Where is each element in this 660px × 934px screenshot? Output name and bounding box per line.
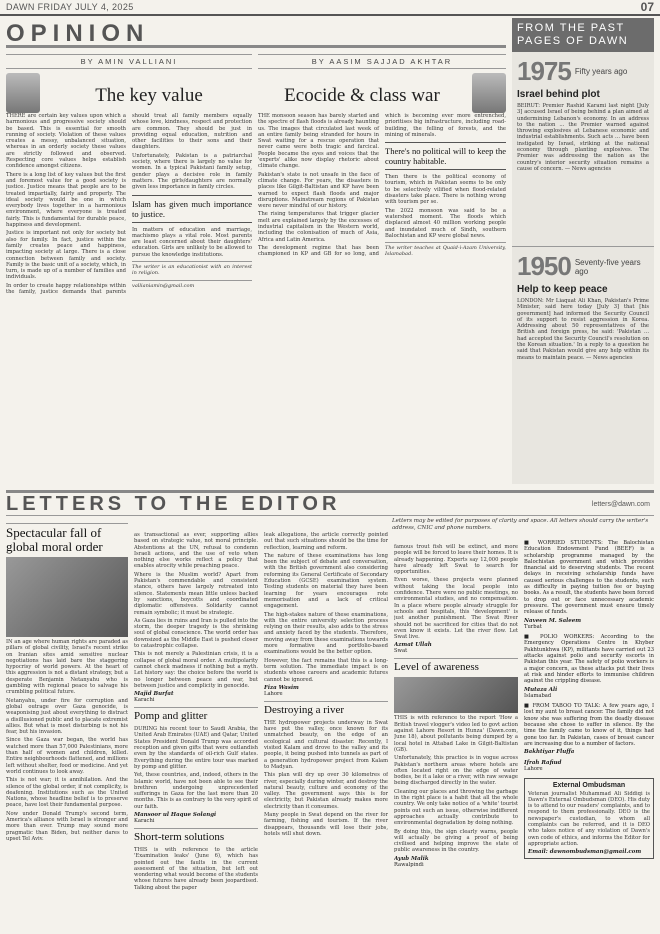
paragraph: famous trout fish will be extinct, and more people will be forced to leave their homes. It is already happening. Experts say 12,000 people have already left Swat to search for opportunities. [394, 544, 518, 576]
author-email: vallianiamin@gmail.com [132, 280, 252, 289]
masthead [0, 0, 660, 16]
letter-headline: Spectacular fall of global moral order [6, 523, 128, 554]
letter-author: Fiza Wasim [264, 684, 299, 691]
paragraph: leak allegations, the article correctly pointed out that such situations should be the time for reflection, learning and reform. [264, 532, 388, 551]
letters-column-1 [6, 520, 128, 928]
sidebar-body: LONDON: Mr Liaquat Ali Khan, Pakistan's Prime Minister, said here today [July 3] that [his government] had informed the Security Council of its support to resist aggression in Korea. Addressing about 50 representatives of the British and foreign press, he said: 'Pakistan ... had accepted the Security Council's resolution on the Korean situation.' In a reply to a question he said that Pakistan would give any help within its means to maintain peace. — News agencies [517, 298, 649, 361]
letter-body [6, 639, 128, 842]
ombudsman-box [524, 778, 654, 860]
paragraph: This is not war; it is annihilation. And the silence of the global order, if not complicity, is deafening. Institutions such as the United Nations, whose headline belief is to preserve peace, have lost their fundamental purpose. [6, 777, 128, 809]
letters-email: letters@dawn.com [591, 500, 650, 508]
paragraph: There is a long list of key values but the first and foremost value for a good society is justice. Justice means that people are to be treated impartially, fairly and properly. The ideal society would be one in which everybody lives together in a harmonious environment, where everyone is treated fairly. This is fundamental for durable peace, happiness and development. [6, 171, 126, 229]
ombudsman-email: Email: dawnombudsman@gmail.com [528, 849, 642, 856]
article-body [258, 113, 506, 484]
paragraph: Netanyahu, under fire for corruption and global outrage over Gaza genocide, is weaponising just about everything to distract a disillusioned public and to placate extremist allies. But what is most disturbing is not his fear, but his invasion. [6, 697, 128, 736]
letter-place: Rawalpindi [394, 861, 424, 868]
letter-author: Bakhtiyar Fluffa [524, 749, 575, 756]
paragraph: The high-stakes nature of these examinations, with the entire university selection process relying on their results, also adds to the stress and anxiety faced by the students. Therefore, moving away from these examinations towards more formative and portfolio-based examinations would be the better option. [264, 611, 388, 656]
pull-quote: Islam has given much importance to justice. [132, 195, 252, 223]
paragraph: DURING his recent tour to Saudi Arabia, the United Arab Emirates (UAE) and Qatar, United States President Donald Trump was accorded reception and given gifts that were outlandish even by the standards of oil-rich Gulf states. Everything during the entire tour was marked by pomp and glitter. [134, 726, 258, 770]
paragraph: In order to create happy relationships within the family, justice demands that parents should treat all family members equally whose love, kindness, respect and protection are common. They should be just in providing equal education, nutrition and other facilities to their sons and their daughters. [6, 113, 252, 296]
letter-photo [6, 557, 128, 637]
year-label: 1975 [517, 56, 571, 86]
letter-place: Karachi [134, 817, 155, 824]
letter-body [134, 847, 258, 891]
letter-author: Ifrah Rafiud [524, 759, 562, 766]
years-ago-label: Seventy-five years ago [574, 257, 641, 276]
letter-place: Karachi [134, 697, 155, 704]
article-headline: The key value [95, 85, 203, 106]
byline: BY AASIM SAJJAD AKHTAR [258, 54, 506, 69]
letters-note: Letters may be edited for purposes of clarity and space. All letters should carry the writer's address, CNIC and phone numbers. [392, 518, 649, 531]
dateline: DAWN FRIDAY JULY 4, 2025 [6, 2, 134, 12]
paragraph: THERE are certain key values upon which a harmonious and progressive society should be based. This is essential for smooth running of society. Violation of these values creates a messy, unbalanced situation, whereas in an orderly society these values are strictly followed and observed. Respecting core values helps establish confidence amongst citizens. [6, 113, 126, 170]
years-ago-label: Fifty years ago [574, 67, 628, 76]
author-photo [472, 73, 506, 113]
letter-headline: Short-term solutions [134, 828, 258, 844]
paragraph: The nature of these examinations has long been the subject of debate and conversation, with the British government also considering reforming its General Certificate of Secondary Education (GCSE) examination system. Testing students on material they have been learning for years encourages rote memorisation and a lack of critical engagement. [264, 552, 388, 610]
square-bullet-icon: ■ [524, 540, 538, 546]
paragraph: THIS is with reference to the article 'Examination leaks' (June 6), which has pointed out the faults in the current assessment of the situation, but left out wondering what would become of the students whose futures have already been jeopardised. Talking about the paper [134, 846, 258, 891]
letter-headline: Level of awareness [394, 658, 518, 674]
paragraph: Now under Donald Trump's second term, America's alliance with Israel is stronger and more than ever. Trump may sound more pragmatic than Biden, but neither dares to upset Tel Aviv. [6, 810, 128, 842]
letters-column-2 [134, 520, 258, 928]
article-key-value [6, 54, 252, 484]
paragraph: THE monsoon season has barely started and the spectre of flash floods is already haunting us. The images that circulated last week of an entire family being stranded for hours in Swat waiting for a rescue operation that never came were both tragic and farcical. People became the eyes and voices that the 'experts' alike now display rhetoric about climate change. [258, 113, 379, 170]
letter-place: Turbat [524, 623, 542, 630]
article-headline: Ecocide & class war [284, 85, 440, 106]
letter-place: Islamabad [524, 692, 552, 699]
letter-body [394, 544, 518, 640]
pull-quote: There's no political will to keep the country habitable. [385, 142, 506, 170]
paragraph: Even worse, these projects were planned without taking the local people into confidence. There were no public meetings, no environmental studies, and no compensation. In a place where people already struggle for schools and hospitals, this 'development' is just another punishment. The Swat River should not be sacrificed for cities that do not even know it exists. Let the river flow. Let Swat live. [394, 577, 518, 641]
letters-header [6, 490, 654, 516]
brief-letter: ■ POLIO WORKERS: According to the Emergency Operations Centre in Khyber Pakhtunkhwa (KP), militants have carried out 23 attacks against polio and security escorts in Pakistan this year. The safety of polio workers is a major concern, as these attacks put their lives at risk and hinder efforts to immunise children against the crippling disease. Mutaza Ali Islamabad [524, 634, 654, 699]
paragraph: Then there is the political economy of tourism, which in Pakistan seems to be only to be selectively vilified when flood-related disasters take place. There is nothing wrong with tourism per se. [385, 174, 506, 206]
letter-author: Majid Burfat [134, 691, 174, 698]
letter-author: Azmat Ullah [394, 642, 432, 649]
author-note: The writer teaches at Quaid-i-Azam University, Islamabad. [385, 242, 506, 258]
article-ecocide [258, 54, 506, 484]
ombudsman-text: Veteran journalist Muhammad Ali Siddiqi is Dawn's External Ombudsman (DEO). His duty is to attend to our readers' complaints, and to respond to them professionally. DEO is the newspaper's custodian, to whom all complaints can be referred, and it is DEO who takes notice of any violation of Dawn's own code of ethics, and informs the Editor for appropriate action. [528, 790, 650, 847]
paragraph: This plan will dry up over 30 kilometres of river, especially during winter, and destroy the natural beauty, culture and economy of the valley. The government says this is for electricity, but Pakistan already makes more electricity than it consumes. [264, 772, 388, 810]
page-number: 07 [640, 0, 654, 14]
letter-body [134, 726, 258, 810]
letter-photo [394, 677, 518, 713]
year-label: 1950 [517, 251, 571, 281]
paragraph: Unfortunately, this practice is in vogue across Pakistan's northern areas where hotels are often located right on the edge of water bodies, be it a lake or a river, with raw sewage being discharged directly in the water. [394, 755, 518, 787]
square-bullet-icon: ■ [524, 634, 541, 641]
paragraph: The 2022 monsoon was said to be a watershed moment. The floods which displaced almost 40 million working people and inundated much of Sindh, southern Balochistan and KP were global news. [385, 207, 506, 239]
paragraph: as transactional as ever, supporting allies based on strategic value, not moral principle. Abstentions at the UN, refusal to condemn Israeli actions, and the use of veto when nothing else works reflect a policy that enables atrocity while preaching peace. [134, 532, 258, 570]
article-body [6, 113, 252, 484]
letter-author: Naveen M. Saleem [524, 617, 582, 624]
letters-column-4 [394, 520, 518, 928]
paragraph: By doing this, the sign clearly warns, people will actually be giving a proof of being civilised and helping improve the state of public awareness in the country. [394, 828, 518, 854]
letter-body [394, 715, 518, 853]
paragraph: Pakistan's state is not unsafe in the face of climate change. For years, the disasters in places like Gilgit-Baltistan and KP have been warned to expect flash floods and major disruptions. Mainstream regions of Pakistan were never mindful of our history. [258, 171, 379, 210]
paragraph: As Gaza lies in ruins and Iran is pulled into the storm, the deeper tragedy is the shrinking soul of global conscience. The world order has downsized as the Middle East is pushed closer to catastrophic collapse. [134, 617, 258, 650]
paragraph: Many people in Swat depend on the river for farming, fishing and tourism. If the river disappears, thousands will lose their jobs, hotels will shut down. [264, 811, 388, 837]
sidebar-headline: Help to keep peace [517, 284, 608, 295]
paragraph: This is not merely a Palestinian crisis, it is a collapse of global moral order. A multipolarity cannot check madness if nothing but a myth. Let history say: the choice before the world is no longer between peace and war, but between justice and complicity in genocide. [134, 651, 258, 689]
paragraph: THIS is with reference to the report 'How a British travel vlogger's video led to govt action against Lahore Resort in Hunza' (Dawn.com, June 18), about pollutants being dumped by a local hotel in Attabad Lake in Gilgit-Baltistan (GB). [394, 715, 518, 753]
letter-place: Lahore [264, 690, 283, 697]
sidebar-body: BEIRUT: Premier Rashid Karami last night [July 3] accused Israel of being behind a plan aimed at undermining Lebanon's economy. In an address to the nation ... the Premier warned against throwing explosives at Lebanese economic and industrial establishments. Such acts ... have been instigated by Israel, striking at the national economy through planting explosives. The Premier was addressing the nation as the country's interior security situation remains a cause of concern. — News agencies [517, 103, 649, 172]
letters-column-3 [264, 520, 388, 928]
letter-author: Mansoor ul Haque Solangi [134, 811, 217, 818]
paragraph: THE hydropower projects underway in Swat have put the valley, once known for its unmatched beauty, on the edge of an ecological and cultural disaster. Recently, I visited Kalam and drove to the valley and its people, it being pushed into tunnels as part of a generation hydropower project from Kalam to Madyan. [264, 719, 388, 770]
byline: BY AMIN VALLIANI [6, 54, 252, 69]
letter-author: Mutaza Ali [524, 686, 558, 693]
letter-place: Lahore [524, 765, 543, 772]
author-photo [6, 73, 40, 113]
paragraph: The development regime that has been championed in KP and GB for so long, and which is becoming ever more entrenched, prioritises big infrastructure, including road-building, the felling of forests, and the mining of minerals. [258, 113, 506, 258]
paragraph: In matters of education and marriage, machismo plays a vital role. Most parents are least concerned about their daughters' education. Girls are unlikely to be allowed to pursue the knowledge institutions. [132, 226, 252, 258]
ombudsman-title: External Ombudsman [552, 781, 626, 789]
paragraph: Justice is important not only for society but also for family. In fact, justice within the family creates peace and happiness, impacting society at large. There is a close connection between family and society. Family is the basic unit of a society, which, in turn, is made up of a number of families and individuals. [6, 230, 126, 281]
paragraph: IN an age where human rights are paraded as pillars of global civility, Israel's recent strike on Iranian sites amid sensitive nuclear negotiations has laid bare the staggering hypocrisy of world powers. At the heart of this aggression is not a distant strategy, but a desperate Benjamin Netanyahu who is gambling with regional peace to salvage his crumbling political future. [6, 639, 128, 696]
letter-headline: Destroying a river [264, 701, 388, 717]
past-pages-sidebar [512, 18, 654, 484]
letter-headline: Pomp and glitter [134, 707, 258, 723]
paragraph: Unfortunately, Pakistan is a patriarchal society, where there is largely no value for women. In a typical Pakistani family setup, gender plays a decisive role in family matters. The girls/daughters are normally given less importance in family circles. [132, 152, 252, 191]
square-bullet-icon: ■ [524, 703, 533, 710]
brief-letter: ■ FROM TABOO TO TALK: A few years ago, I lost my aunt to breast cancer. The family did not know she was suffering from the deadly disease because she chose to suffer in silence. By the time the family came to know of it, things had gone too far. In Pakistan, cases of breast cancer are increasing due to a number of factors. Bakhtiyar Fluffa [524, 703, 654, 756]
opinion-section-title: OPINION [6, 20, 506, 48]
paragraph: Yet, these countries, and, indeed, others in the Islamic world, have not been able to see their brethren undergoing unprecedented sufferings in Gaza for the last more than 20 months. This is as contrary to the very spirit of our faith. [134, 772, 258, 810]
letters-column-5 [524, 540, 654, 928]
author-note: The writer is an educationist with an interest in religion. [132, 261, 252, 277]
paragraph: Cleaning our places and throwing the garbage in the right place is a habit that all the whole country. We only take notice of a 'white' tourist points out such an issue, otherwise indifferent approaches actually contribute to environmental degradation by doing nothing. [394, 788, 518, 827]
brief-letter: ■ WORRIED STUDENTS: The Balochistan Education Endowment Fund (BEEF) is a scholarship programme managed by the Balochistan government and which provides financial aid to deserving students. The recent delays in receiving scholarship funds have caused serious challenges to the students, such as difficulty in paying tuition fee or buying books. As a result, the students have been forced to drop out or face unnecessary academic pressure. The government must ensure timely release of funds. Naveen M. Saleem Turbat [524, 540, 654, 630]
letter-body [264, 532, 388, 683]
paragraph: Where is the Muslim world? Apart from Pakistan's commendable and consistent stance, others have largely retreated into silence. Statements mean little unless backed by sanctions, boycotts and coordinated diplomatic offensives. Solidarity cannot remain symbolic; it must be strategic. [134, 571, 258, 616]
letter-body [264, 720, 388, 837]
letter-body [134, 532, 258, 689]
paragraph: Since the Gaza war began, the world has watched more than 57,000 Palestinians, more than half of women and children, killed. Entire neighbourhoods flattened, and millions left without shelter, food or medicine. And yet world continues to look away. [6, 737, 128, 775]
letter-place: Swat [394, 648, 408, 655]
letter-author: Ayub Malik [394, 855, 429, 862]
letters-title: LETTERS TO THE EDITOR [6, 492, 341, 515]
paragraph: The rising temperatures that trigger glacier melt are explained largely by the excesses of industrial capitalism in the Western world, including the colonisation of much of Asia, Africa and Latin America. [258, 211, 379, 243]
sidebar-title: FROM THE PAST PAGES OF DAWN [512, 18, 654, 52]
paragraph: However, the fact remains that this is a long-term solution. The immediate impact is on students whose careers and academic futures cannot be ignored. [264, 657, 388, 683]
sidebar-headline: Israel behind plot [517, 89, 600, 100]
